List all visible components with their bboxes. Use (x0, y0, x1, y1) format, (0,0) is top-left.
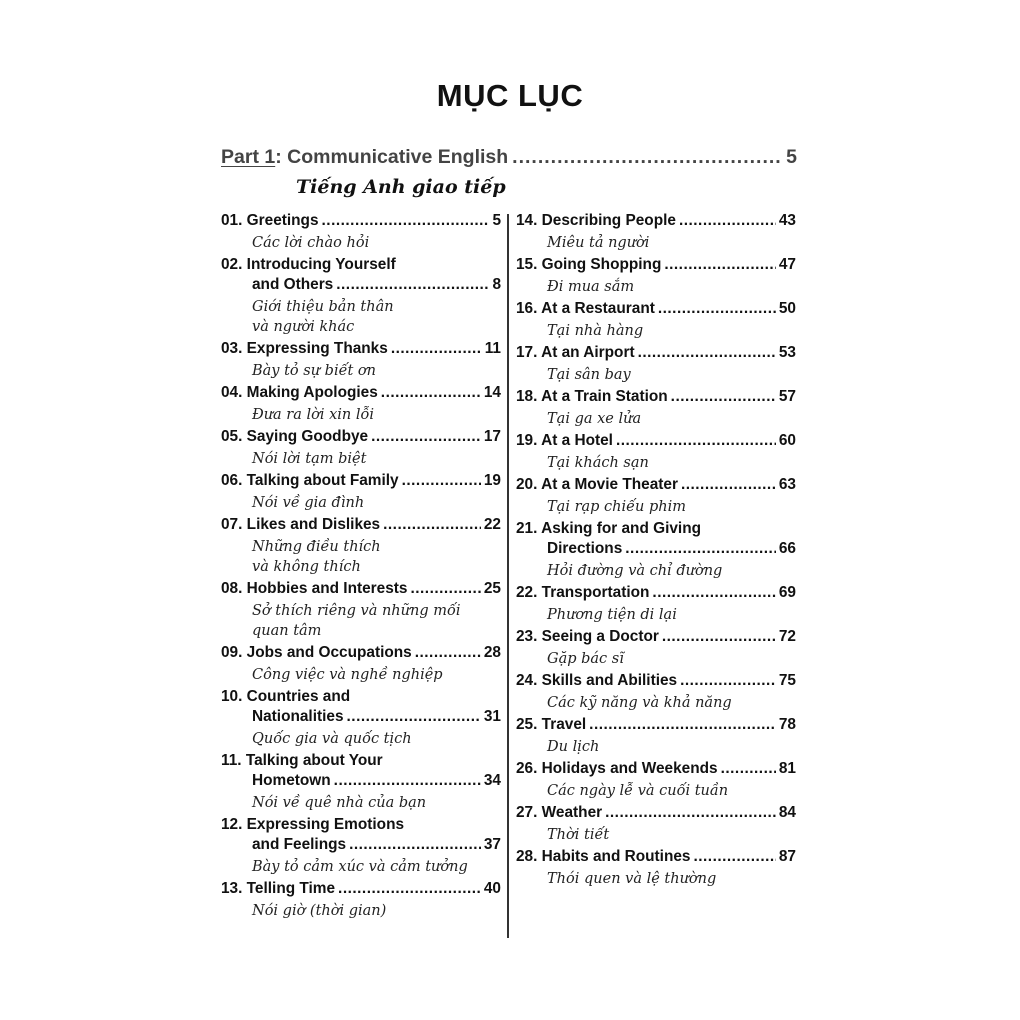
toc-page-number: 34 (483, 772, 501, 789)
toc-entry[interactable] (516, 256, 796, 300)
toc-entry-translation: Nói về gia đình (252, 495, 365, 511)
toc-entry-translation: Công việc và nghề nghiệp (252, 667, 443, 683)
toc-entry-title: 15. Going Shopping (516, 256, 662, 273)
toc-entry-title-line (516, 256, 796, 276)
leader-dots (347, 708, 481, 726)
toc-entry-translation: Đi mua sắm (547, 279, 635, 295)
toc-entry-translation: và người khác (252, 319, 355, 335)
toc-entry-title: 22. Transportation (516, 584, 650, 601)
toc-page-number: 5 (492, 212, 501, 229)
toc-page-number: 25 (483, 580, 501, 597)
toc-entry-title: 13. Telling Time (221, 880, 336, 897)
leader-dots (322, 212, 490, 230)
toc-entry-translation: Gặp bác sĩ (547, 651, 624, 667)
toc-page-number: 19 (483, 472, 501, 489)
toc-entry-title: 27. Weather (516, 804, 603, 821)
toc-page-number: 66 (778, 540, 796, 557)
toc-page-number: 28 (483, 644, 501, 661)
leader-dots (589, 716, 776, 734)
toc-page-number: 40 (483, 880, 501, 897)
toc-entry[interactable] (516, 584, 796, 628)
toc-page-number: 87 (778, 848, 796, 865)
toc-entry-title-line (516, 628, 796, 648)
toc-entry[interactable] (221, 428, 501, 472)
toc-entry-title: and Others (252, 276, 334, 293)
toc-entry-translation: Giới thiệu bản thân (252, 299, 394, 315)
toc-page-number: 69 (778, 584, 796, 601)
toc-entry[interactable] (221, 688, 501, 752)
toc-entry-translation: Tại khách sạn (547, 455, 649, 471)
toc-entry-title: 05. Saying Goodbye (221, 428, 369, 445)
toc-entry[interactable] (221, 256, 501, 340)
toc-entry-title-line (221, 516, 501, 536)
toc-entry-title-line (221, 880, 501, 900)
toc-entry[interactable] (516, 848, 796, 892)
toc-entry-translation: và không thích (252, 559, 361, 575)
toc-page-number: 43 (778, 212, 796, 229)
toc-entry-title: 24. Skills and Abilities (516, 672, 678, 689)
toc-entry-translation: Tại sân bay (547, 367, 631, 383)
leader-dots (662, 628, 776, 646)
leader-dots (680, 672, 776, 690)
toc-entry-translation: Bày tỏ sự biết ơn (252, 363, 377, 379)
leader-dots (334, 772, 481, 790)
toc-entry-title: 26. Holidays and Weekends (516, 760, 718, 777)
toc-entry[interactable] (221, 644, 501, 688)
toc-entry-title-line (516, 344, 796, 364)
toc-entry[interactable] (516, 716, 796, 760)
toc-page-number: 57 (778, 388, 796, 405)
page-title: MỤC LỤC (436, 78, 584, 113)
leader-dots (721, 760, 776, 778)
part-page-number: 5 (786, 146, 797, 168)
toc-entry[interactable] (516, 760, 796, 804)
toc-page-number: 22 (483, 516, 501, 533)
toc-entry-title: 01. Greetings (221, 212, 319, 229)
column-divider (507, 214, 509, 938)
toc-entry-title-line (221, 212, 501, 232)
toc-entry-translation: Quốc gia và quốc tịch (252, 731, 412, 747)
toc-entry-title-line (221, 256, 501, 276)
toc-entry-title: 08. Hobbies and Interests (221, 580, 408, 597)
toc-entry-title: 14. Describing People (516, 212, 676, 229)
toc-entry-title: 17. At an Airport (516, 344, 635, 361)
toc-page-number: 72 (778, 628, 796, 645)
leader-dots (391, 340, 482, 358)
toc-entry[interactable] (221, 816, 501, 880)
toc-entry-title-line (516, 584, 796, 604)
toc-entry-title: 19. At a Hotel (516, 432, 613, 449)
toc-entry-translation: Sở thích riêng và những mối (252, 603, 461, 619)
toc-entry-translation: Phương tiện di lại (547, 607, 677, 623)
leader-dots (658, 300, 776, 318)
toc-entry-title-line (516, 212, 796, 232)
toc-entry-translation: Nói lời tạm biệt (252, 451, 367, 467)
toc-entry-title: 18. At a Train Station (516, 388, 668, 405)
toc-entry-translation: Nói về quê nhà của bạn (252, 795, 427, 811)
toc-entry-title: 25. Travel (516, 716, 587, 733)
toc-entry[interactable] (221, 212, 501, 256)
toc-entry-title: 23. Seeing a Doctor (516, 628, 659, 645)
toc-entry-title-line (221, 428, 501, 448)
toc-entry-title: 21. Asking for and Giving (516, 520, 702, 537)
toc-entry-title-line (516, 848, 796, 868)
toc-entry-title-line (221, 384, 501, 404)
toc-entry-translation: Thời tiết (547, 827, 610, 843)
part-title: : Communicative English (275, 146, 509, 168)
toc-entry[interactable] (516, 672, 796, 716)
toc-page-number: 14 (483, 384, 501, 401)
toc-entry-title: 28. Habits and Routines (516, 848, 691, 865)
toc-entry-translation: Tại rạp chiếu phim (547, 499, 687, 515)
toc-entry[interactable] (221, 752, 501, 816)
toc-entry-title-line (516, 672, 796, 692)
toc-page-number: 50 (778, 300, 796, 317)
toc-entry-title: Directions (547, 540, 623, 557)
toc-entry-translation: Miêu tả người (547, 235, 650, 251)
toc-page-number: 11 (484, 340, 501, 357)
toc-entry-title: Hometown (252, 772, 331, 789)
toc-entry-title-line (221, 708, 501, 728)
toc-entry-translation: Tại ga xe lửa (547, 411, 642, 427)
toc-entry-translation: Bày tỏ cảm xúc và cảm tưởng (252, 859, 468, 875)
toc-entry[interactable] (221, 340, 501, 384)
toc-entry-translation: Các ngày lễ và cuối tuần (547, 783, 729, 799)
leader-dots (625, 540, 776, 558)
toc-entry-title-line (221, 772, 501, 792)
toc-entry-title-line (516, 520, 796, 540)
toc-page-number: 63 (778, 476, 796, 493)
toc-entry[interactable] (516, 520, 796, 584)
toc-entry-title-line (221, 752, 501, 772)
toc-entry-title: 07. Likes and Dislikes (221, 516, 381, 533)
toc-entry[interactable] (516, 300, 796, 344)
toc-entry-title-line (516, 476, 796, 496)
toc-page-number: 17 (483, 428, 501, 445)
leader-dots (410, 580, 480, 598)
toc-entry[interactable] (516, 344, 796, 388)
toc-entry-translation: Các lời chào hỏi (252, 235, 370, 251)
toc-entry-title-line (516, 716, 796, 736)
part-subtitle: Tiếng Anh giao tiếp (296, 176, 506, 198)
leader-dots (652, 584, 775, 602)
toc-entry-title: 11. Talking about Your (221, 752, 383, 769)
leader-dots (664, 256, 776, 274)
toc-entry-translation: Đưa ra lời xin lỗi (252, 407, 375, 423)
toc-entry-title: 16. At a Restaurant (516, 300, 655, 317)
toc-entry-title-line (516, 760, 796, 780)
toc-entry-translation: Nói giờ (thời gian) (252, 903, 387, 919)
toc-entry-title-line (221, 472, 501, 492)
leader-dots (671, 388, 776, 406)
toc-entry-title-line (221, 836, 501, 856)
toc-entry-translation: Thói quen và lệ thường (547, 871, 717, 887)
toc-entry-title-line (221, 688, 501, 708)
part-heading[interactable] (221, 146, 797, 172)
toc-entry[interactable] (516, 432, 796, 476)
toc-page-number: 75 (778, 672, 796, 689)
toc-entry-translation: Du lịch (547, 739, 600, 755)
toc-page-number: 47 (778, 256, 796, 273)
leader-dots (381, 384, 481, 402)
toc-entry-title-line (221, 580, 501, 600)
toc-page-number: 37 (483, 836, 501, 853)
toc-entry-translation: Những điều thích (252, 539, 381, 555)
leader-dots (679, 212, 776, 230)
toc-entry-title-line (516, 432, 796, 452)
part-label: Part 1 (221, 146, 276, 168)
leader-dots (638, 344, 776, 362)
leader-dots (415, 644, 481, 662)
leader-dots (338, 880, 481, 898)
toc-entry-title: 10. Countries and (221, 688, 351, 705)
toc-entry-translation: Các kỹ năng và khả năng (547, 695, 732, 711)
toc-column-right (516, 212, 796, 892)
leader-dots (336, 276, 489, 294)
toc-entry-title-line (516, 388, 796, 408)
leader-dots (693, 848, 775, 866)
toc-entry-translation: quan tâm (252, 623, 322, 639)
toc-page-number: 78 (778, 716, 796, 733)
toc-entry-title: Nationalities (252, 708, 344, 725)
toc-entry-title-line (221, 644, 501, 664)
leader-dots (371, 428, 481, 446)
toc-entry-title-line (221, 816, 501, 836)
toc-page-number: 81 (778, 760, 796, 777)
toc-entry-title-line (221, 276, 501, 296)
toc-entry[interactable] (516, 628, 796, 672)
toc-entry-title-line (516, 300, 796, 320)
toc-entry-title: 02. Introducing Yourself (221, 256, 396, 273)
toc-entry[interactable] (516, 804, 796, 848)
toc-entry[interactable] (221, 516, 501, 580)
toc-entry-title: 06. Talking about Family (221, 472, 399, 489)
toc-entry-title: 09. Jobs and Occupations (221, 644, 412, 661)
leader-dots (349, 836, 481, 854)
toc-entry[interactable] (221, 580, 501, 644)
toc-entry-title: 04. Making Apologies (221, 384, 378, 401)
leader-dots (681, 476, 776, 494)
toc-entry[interactable] (516, 388, 796, 432)
toc-page-number: 84 (778, 804, 796, 821)
leader-dots (512, 146, 782, 169)
toc-entry-title: 12. Expressing Emotions (221, 816, 405, 833)
toc-column-left (221, 212, 501, 924)
toc-entry-title-line (221, 340, 501, 360)
toc-entry[interactable] (221, 880, 501, 924)
leader-dots (605, 804, 776, 822)
leader-dots (383, 516, 481, 534)
toc-page-number: 53 (778, 344, 796, 361)
toc-entry-translation: Hỏi đường và chỉ đường (547, 563, 723, 579)
toc-page-number: 60 (778, 432, 796, 449)
leader-dots (402, 472, 481, 490)
toc-entry-title: 03. Expressing Thanks (221, 340, 388, 357)
toc-entry[interactable] (221, 384, 501, 428)
toc-entry-title-line (516, 804, 796, 824)
toc-page-number: 8 (492, 276, 501, 293)
toc-entry-title: 20. At a Movie Theater (516, 476, 678, 493)
toc-page-number: 31 (483, 708, 501, 725)
toc-entry[interactable] (516, 212, 796, 256)
leader-dots (616, 432, 776, 450)
toc-entry-title: and Feelings (252, 836, 347, 853)
toc-entry-translation: Tại nhà hàng (547, 323, 644, 339)
toc-entry-title-line (516, 540, 796, 560)
toc-entry[interactable] (516, 476, 796, 520)
toc-entry[interactable] (221, 472, 501, 516)
